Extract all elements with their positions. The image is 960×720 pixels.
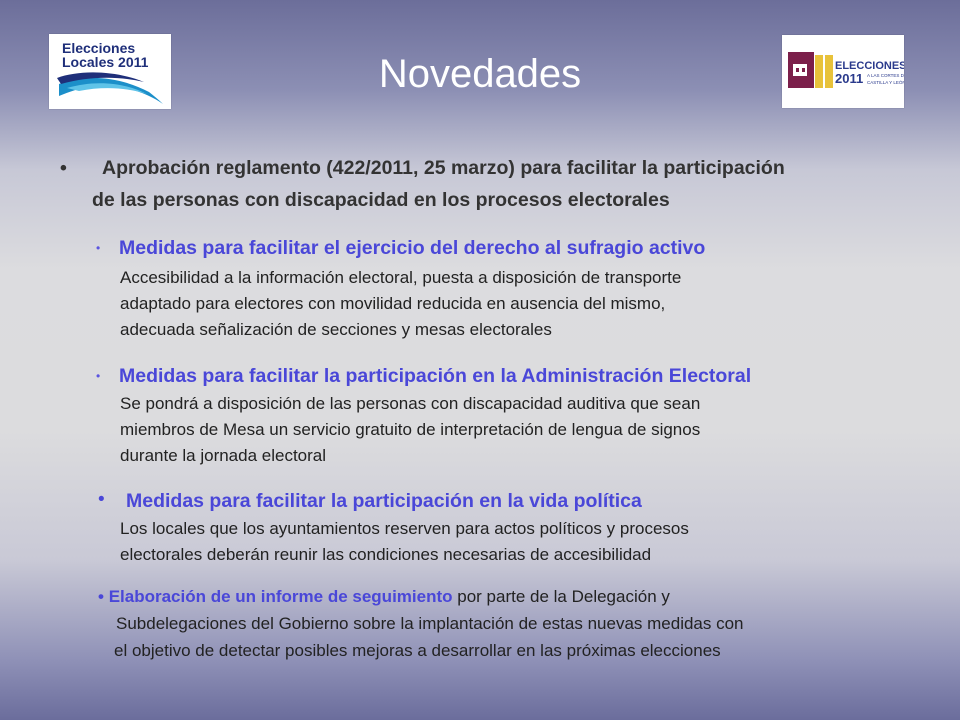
logo-left-line2: Locales 2011 <box>62 54 149 70</box>
bullet-icon: • <box>60 157 67 179</box>
measure-body-line: durante la jornada electoral <box>120 446 327 465</box>
logo-right-line1: ELECCIONES <box>835 60 904 72</box>
measure-body-line: miembros de Mesa un servicio gratuito de interpretación de lengua de signos <box>120 420 701 439</box>
measure-body-line: adecuada señalización de secciones y mesas electorales <box>120 320 552 339</box>
measure-body-line: Se pondrá a disposición de las personas con discapacidad auditiva que sean <box>120 394 701 413</box>
followup-highlight: Elaboración de un informe de seguimiento <box>108 587 453 606</box>
logo-right-line2: 2011 <box>835 71 864 86</box>
bullet-icon: • <box>98 489 105 510</box>
followup-line1 <box>98 583 670 610</box>
main-bullet-line2: de las personas con discapacidad en los procesos electorales <box>92 189 670 211</box>
measure-heading: Medidas para facilitar la participación en la Administración Electoral <box>119 365 752 387</box>
logo-right-small2: CASTILLA Y LEÓN <box>867 80 904 85</box>
measure-body-line: electorales deberán reunir las condiciones necesarias de accesibilidad <box>120 545 652 564</box>
measure-body-line: Los locales que los ayuntamientos reserven para actos políticos y procesos <box>120 519 689 538</box>
bullet-icon: • <box>96 369 101 383</box>
followup-line3: el objetivo de detectar posibles mejoras a desarrollar en las próximas elecciones <box>114 641 721 660</box>
measure-body-line: Accesibilidad a la información electoral, puesta a disposición de transporte <box>120 268 682 287</box>
slide-title: Novedades <box>378 52 582 96</box>
logo-right-small1: A LAS CORTES DE <box>867 73 904 78</box>
measure-heading: Medidas para facilitar el ejercicio del derecho al sufragio activo <box>119 237 706 259</box>
logo-left-line1: Elecciones <box>62 40 136 56</box>
measure-body <box>120 391 700 469</box>
measure-body-line: adaptado para electores con movilidad reducida en ausencia del mismo, <box>120 294 666 313</box>
measure-body <box>120 516 689 568</box>
measure-heading: Medidas para facilitar la participación en la vida política <box>126 490 642 512</box>
bullet-icon: • <box>96 241 101 255</box>
followup-line2: Subdelegaciones del Gobierno sobre la implantación de estas nuevas medidas con <box>116 614 744 633</box>
main-bullet-line1: Aprobación reglamento (422/2011, 25 marzo) para facilitar la participación <box>102 157 785 179</box>
followup-line1-rest: por parte de la Delegación y <box>452 587 670 606</box>
bullet-icon: • <box>98 587 104 606</box>
measure-body <box>120 265 681 343</box>
